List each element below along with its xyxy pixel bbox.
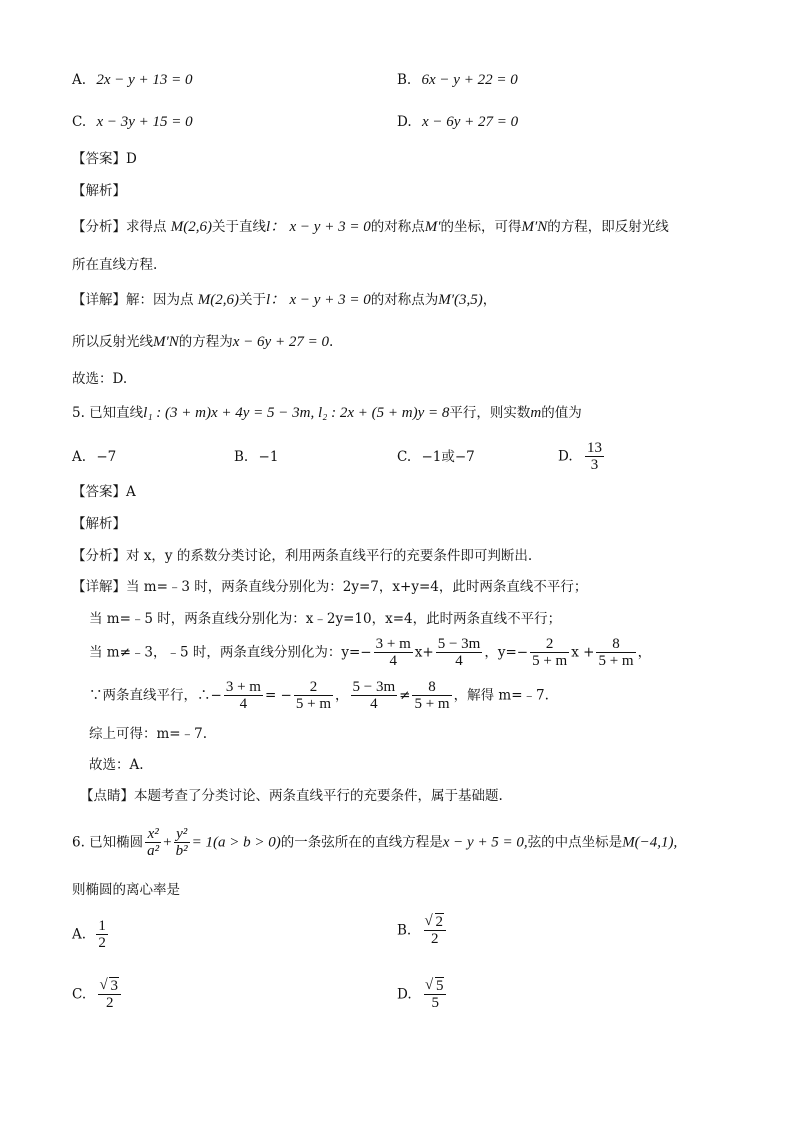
q6-stem: 6. 已知椭圆 $\frac{\text{x²}}{\text{a²}}$ + $\frac{\text{y²}}{\text{b²}}$ = 1(a > b > 0)的一条弦所在的直线方程是x − y + 5 = 0,弦的中点坐标是M(−4,1), bbox=[72, 826, 678, 859]
sqrt-symbol: √ 2 bbox=[426, 914, 445, 930]
q5-xiangjie-3: 当 m≠﹣3，﹣5 时，两条直线分别化为：y=− $\frac{3 + m}{4}$ x+ $\frac{5 - 3m}{4}$ ，y=− $\frac{2}{5 + m}$ x + $\frac{8}{5 + m}$ ， bbox=[89, 636, 652, 669]
q6-option-a: A. $\frac{1}{2}$ bbox=[72, 918, 106, 951]
q4-choice: 故选：D. bbox=[72, 371, 128, 387]
q4-xiangjie: 【详解】解：因为点 M(2,6)关于l： x − y + 3 = 0的对称点为M′(3,5)， bbox=[72, 292, 497, 308]
q5-fenxi: 【分析】对 x，y 的系数分类讨论，利用两条直线平行的充要条件即可判断出. bbox=[72, 548, 533, 564]
q4-analysis-heading: 【解析】 bbox=[72, 183, 126, 199]
q4-option-b: B. 6x − y + 22 = 0 bbox=[397, 72, 518, 88]
fraction: √ $\frac{2}{2}$ bbox=[424, 914, 447, 947]
q6-option-b: B. √ $\frac{2}{2}$ bbox=[397, 914, 448, 947]
q4-option-c-expr: x − 3y + 15 = 0 bbox=[96, 114, 193, 130]
fraction: √ $\frac{5}{5}$ bbox=[424, 978, 447, 1011]
q5-option-d-fraction: $\frac{13}{3}$ bbox=[586, 440, 602, 473]
q4-answer: 【答案】D bbox=[72, 151, 137, 167]
q6-option-c: C. √ $\frac{3}{2}$ bbox=[72, 978, 123, 1011]
q4-option-a: A. 2x − y + 13 = 0 bbox=[72, 72, 193, 88]
q4-fenxi: 【分析】求得点 M(2,6)关于直线l： x − y + 3 = 0的对称点M′的坐标，可得M′N的方程，即反射光线 bbox=[72, 219, 669, 235]
q4-option-d-expr: x − 6y + 27 = 0 bbox=[421, 114, 519, 130]
fraction: $\frac{5 - 3m}{4}$ bbox=[352, 679, 396, 712]
q5-option-b: B. −1 bbox=[234, 449, 279, 465]
fraction: $\frac{1}{2}$ bbox=[98, 918, 106, 951]
q5-option-a: A. −7 bbox=[72, 449, 117, 465]
q4-option-d: D. x − 6y + 27 = 0 bbox=[397, 114, 519, 130]
q4-option-b-expr: 6x − y + 22 = 0 bbox=[421, 72, 518, 88]
q5-stem: 5. 已知直线l₁ : (3 + m)x + 4y = 5 − 3m, l₂ : 2x + (5 + m)y = 8平行，则实数m的值为 bbox=[72, 405, 582, 421]
q5-xiangjie-1: 【详解】当 m=﹣3 时，两条直线分别化为：2y=7，x+y=4，此时两条直线不平行； bbox=[72, 579, 588, 595]
fraction: √ $\frac{3}{2}$ bbox=[98, 978, 121, 1011]
fraction: $\frac{2}{5 + m}$ bbox=[295, 679, 332, 712]
q5-dianjing: 【点睛】本题考查了分类讨论、两条直线平行的充要条件，属于基础题. bbox=[80, 788, 503, 804]
sqrt-symbol: √ 5 bbox=[426, 978, 445, 994]
q4-fenxi-cont: 所在直线方程. bbox=[72, 257, 158, 273]
q5-option-d: D. $\frac{13}{3}$ bbox=[558, 440, 602, 473]
fraction: $\frac{\text{y²}}{\text{b²}}$ bbox=[175, 826, 188, 859]
fraction: $\frac{8}{5 + m}$ bbox=[598, 636, 634, 669]
q6-stem-2: 则椭圆的离心率是 bbox=[72, 882, 180, 898]
q5-xiangjie-2: 当 m=﹣5 时，两条直线分别化为：x﹣2y=10，x=4，此时两条直线不平行； bbox=[89, 611, 562, 627]
fraction: $\frac{5 - 3m}{4}$ bbox=[437, 636, 481, 669]
fraction: $\frac{2}{5 + m}$ bbox=[532, 636, 568, 669]
q5-xiangjie-4: ∵两条直线平行，∴− $\frac{3 + m}{4}$ = − $\frac{2}{5 + m}$ ， $\frac{5 - 3m}{4}$ ≠ $\frac{8}{5 + m}$ ，解得 m=﹣7. bbox=[89, 679, 549, 712]
q5-xiangjie-5: 综上可得：m=﹣7. bbox=[89, 726, 207, 742]
sqrt-symbol: √ 3 bbox=[100, 978, 119, 994]
fraction: $\frac{\text{x²}}{\text{a²}}$ bbox=[147, 826, 160, 859]
q4-xiangjie-2: 所以反射光线M′N的方程为x − 6y + 27 = 0. bbox=[72, 334, 334, 350]
q6-option-d: D. √ $\frac{5}{5}$ bbox=[397, 978, 448, 1011]
q5-xiangjie-6: 故选：A. bbox=[89, 757, 144, 773]
q5-answer: 【答案】A bbox=[72, 484, 136, 500]
q5-analysis-heading: 【解析】 bbox=[72, 516, 126, 532]
q5-option-c: C. −1或−7 bbox=[397, 449, 475, 465]
fraction: $\frac{8}{5 + m}$ bbox=[414, 679, 450, 712]
q4-option-c: C. x − 3y + 15 = 0 bbox=[72, 114, 193, 130]
q4-option-a-expr: 2x − y + 13 = 0 bbox=[96, 72, 193, 88]
fraction: $\frac{3 + m}{4}$ bbox=[375, 636, 411, 669]
fraction: $\frac{3 + m}{4}$ bbox=[225, 679, 261, 712]
